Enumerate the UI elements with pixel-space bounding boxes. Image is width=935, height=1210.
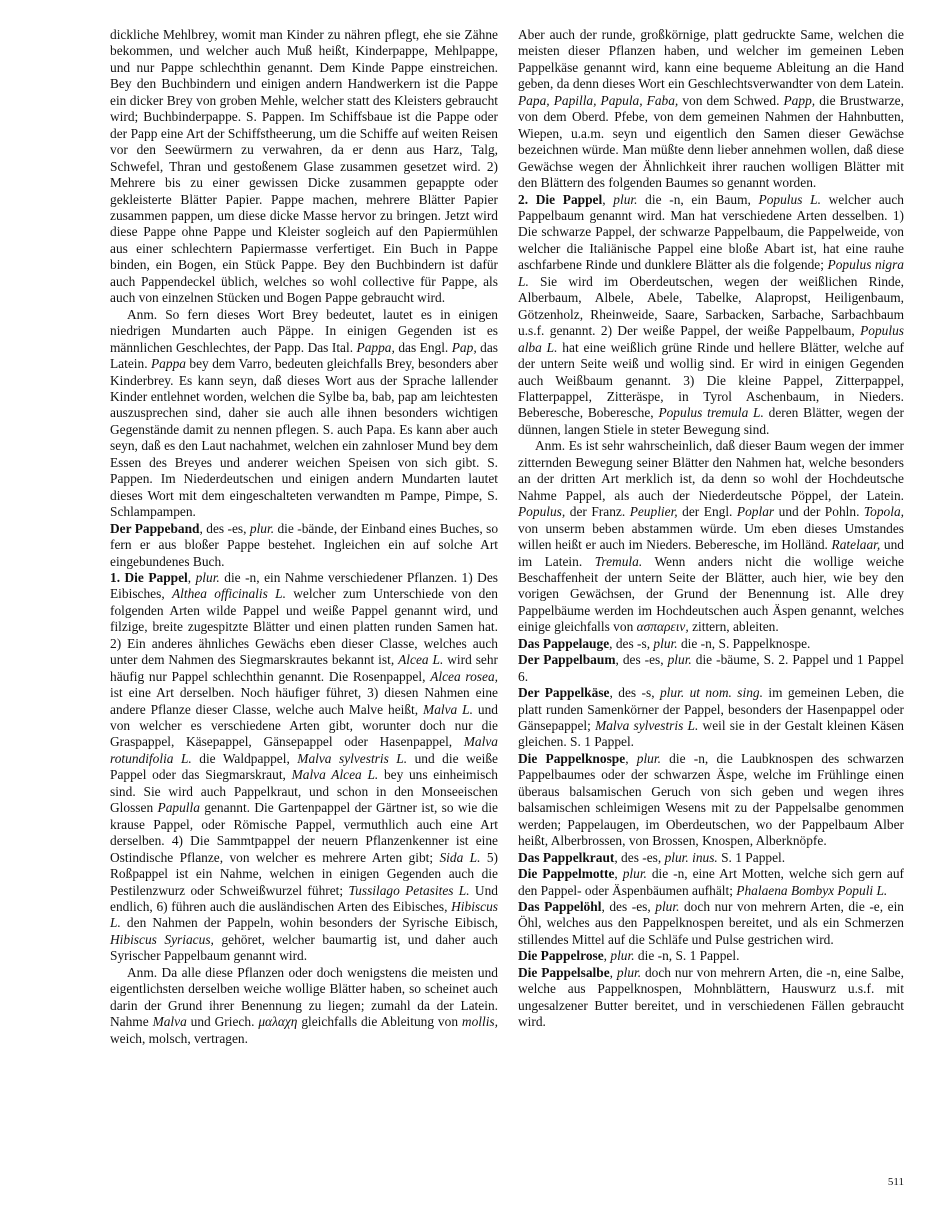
text-run: ,	[187, 569, 196, 585]
text-run: von dem Schwed.	[678, 92, 784, 108]
italic-term: Alcea rosea,	[430, 668, 499, 684]
headword: Der Pappelkäse	[518, 685, 610, 701]
text-run: die -n, S. Pappelknospe.	[677, 635, 811, 651]
italic-term: plur.	[667, 652, 692, 668]
entry-paragraph	[110, 965, 498, 1047]
text-run: die Waldpappel,	[191, 750, 298, 766]
text-run: Und endlich, 6) führen auch die ausländischen Arten des Eibisches,	[110, 882, 498, 915]
italic-term: mollis,	[461, 1014, 498, 1030]
text-run: , des -es,	[615, 652, 668, 668]
headword: Der Pappelbaum	[518, 652, 616, 668]
italic-term: plur. inus.	[664, 849, 718, 865]
text-run: ,	[609, 964, 617, 980]
entry-paragraph	[518, 438, 904, 635]
italic-term: plur.	[616, 964, 642, 980]
text-run: genannt. Die Gartenpappel der Gärtner ist, so wie die krause Pappel, oder Römische Pappel, vermuthlich auch eine Art derselben. 4) Die Sammtpappel der neuern Pflanzenkenner ist eine Ostindische Pflanze, von welcher es mehrere Arten gibt;	[110, 800, 498, 865]
italic-term: plur.	[636, 750, 661, 766]
italic-term: Peuplier,	[629, 504, 678, 520]
headword: Das Pappelöhl	[518, 899, 602, 915]
text-run: welcher zum Unterschiede von den folgenden Arten wilde Pappel und weiße Pappel genannt wird, und filzige, breite zugespitzte Blätter und einen platten runden Samen hat. 2) Ein anderes ähnliches Gewächs eben dieser Classe, welches auch unter dem Nahmen des Siegmarskrautes bekannt ist,	[110, 586, 499, 668]
text-run: ,	[625, 750, 637, 766]
text-run: die -n, S. 1 Pappel.	[634, 948, 740, 964]
text-run: , des -es,	[199, 520, 250, 536]
text-run: die -n, eine Art Motten, welche sich gern auf den Pappel- oder Äspenbäumen aufhält;	[518, 866, 905, 898]
italic-term: Malva	[152, 1014, 187, 1030]
italic-term: Populus,	[518, 504, 566, 520]
text-run: und im Latein.	[518, 537, 904, 569]
italic-term: Malva Alcea L.	[291, 767, 379, 783]
text-run: die Brustwarze, von dem Oberd. Pfebe, von dem gemeinen Nahmen der Hahnbutten, Wiepen, u.a.m. seyn und eigentlich den Samen dieser Gewächse bezeichnen würde. Man müßte denn lieber annehmen wollen, daß diese Gewächse wegen der Ähnlichkeit ihrer rauchen wolligen Blätter mit den Blättern des folgenden Baumes so genannt worden.	[518, 92, 904, 191]
entry-paragraph	[518, 751, 904, 850]
text-run: wird sehr häufig nur Pappel schlechthin genannt. Die Rosenpappel,	[110, 652, 499, 684]
italic-term: Hibiscus Syriacus,	[110, 931, 214, 947]
text-run: ,	[603, 948, 611, 964]
text-run: , des -s,	[609, 685, 660, 701]
text-run: doch nur von mehrern Arten, die -e, ein Öhl, welches aus den Pappelknospen bereitet, und als ein Schmerzen stillendes Mittel auf die Schläfe und Pulse gestrichen wird.	[518, 899, 904, 947]
text-run: den Nahmen der Pappeln, wohin besonders der Syrische Eibisch,	[120, 915, 498, 931]
italic-term: μαλαχη	[258, 1014, 298, 1030]
italic-term: plur.	[613, 191, 638, 207]
entry-paragraph	[110, 27, 498, 307]
italic-term: Alcea L.	[398, 652, 444, 668]
text-run: Sie wird im Oberdeutschen, wegen der weißlichen Rinde, Alberbaum, Albele, Abele, Tabelke, Alapropst, Heiligenbaum, Götzenholz, Rheinweide, Saare, Sarbacken, Sarbache, Sarbachbaum u.s.f. genannt. 2) Der weiße Pappel, der weiße Pappelbaum,	[518, 273, 904, 339]
entry-paragraph	[518, 965, 904, 1031]
text-run: zittern, ableiten.	[688, 619, 779, 635]
text-run: die -n, ein Baum,	[637, 191, 759, 207]
entry-paragraph	[518, 866, 904, 899]
left-column	[110, 27, 498, 1047]
text-run: deren Blätter, wegen der dünnen, langen Stiele in steter Bewegung sind.	[518, 405, 904, 437]
italic-term: plur.	[249, 520, 275, 536]
text-run: Wenn anders nicht die wollige weiche Beschaffenheit der untern Seite der Blätter, auch hier, wie bey den vorigen Gewächsen, der Grund der Benennung ist. Alle drey Pappelbäume werden im Hochdeutschen auch Äspen genannt, welches einige gleichfalls von	[518, 553, 904, 635]
text-run: im gemeinen Leben, die platt runden Samenkörner der Pappel, besonders der Hasenpappel oder Gänsepappel;	[518, 685, 904, 734]
text-run: und der Pohln.	[774, 504, 864, 520]
entry-paragraph	[518, 685, 904, 751]
text-run: gehöret, welcher baumartig ist, und daher auch Syrischer Pappelbaum genannt wird.	[110, 931, 498, 964]
text-run: Aber auch der runde, großkörnige, platt gedruckte Same, welchen die meisten dieser Pflanzen haben, und welcher im gemeinen Leben Pappelkäse genannt wird, kann eine bequeme Ableitung an die Hand geben, da denn dieses Wort ein Geschlechtsverwandter von dem Latein.	[518, 27, 904, 92]
text-run: der Franz.	[565, 504, 630, 520]
italic-term: Pappa,	[356, 339, 395, 355]
italic-term: Malva sylvestris L.	[595, 718, 699, 734]
entry-paragraph	[518, 636, 904, 652]
text-run: , des -s,	[609, 635, 654, 651]
italic-term: plur.	[195, 569, 220, 585]
italic-term: Papa, Papilla, Papula, Faba,	[518, 92, 679, 108]
italic-term: Populus tremula L.	[658, 405, 764, 421]
entry-paragraph	[110, 570, 498, 965]
text-run: doch nur von mehrern Arten, die -n, eine Salbe, welche aus Pappelknospen, Mohnblättern, Hauswurz u.s.f. mit ungesalzener Butter bereitet, und in verschiedenen Fällen gebraucht wird.	[518, 964, 904, 1030]
text-run: das Latein.	[110, 339, 498, 372]
italic-term: Populus alba L.	[518, 323, 904, 355]
entry-paragraph	[110, 307, 498, 521]
text-run: und Griech.	[186, 1014, 259, 1030]
entry-paragraph	[110, 521, 498, 570]
italic-term: Tussilago Petasites L.	[348, 882, 470, 898]
text-run: ,	[614, 866, 623, 882]
text-run: dickliche Mehlbrey, womit man Kinder zu nähren pflegt, ehe sie Zähne bekommen, und welcher auch Muß heißt, Kinderpappe, Mehlpappe, und nur Pappe schlechthin genannt. Dem Kinde Pappe einstreichen. Bey den Buchbindern und einigen andern Handwerkern ist die Pappe ein dicker Brey von groben Mehle, welcher statt des Kleisters gebraucht wird; Buchbinderpappe. S. Pappen. Im Schiffsbaue ist die Pappe oder der Papp eine Art der Schiffstheerung, um die Schiffe auf weiten Reisen vor den Seewürmern zu verwahren, da er denn aus Harz, Talg, Schwefel, Thran und gestoßenem Glase zusammen gesetzet wird. 2) Mehrere bis zu einer gewissen Dicke zusammen gepappte oder gekleisterte Blätter Papier. Pappe machen, mehrere Blätter Papier zusammen pappen, um diese dicke Masse hervor zu bringen. Jetzt wird diese Pappe ohne Pappe und Kleister sogleich auf den Papiermühlen aus einer schlechtern Papiermasse verfertiget. Ein Buch in Pappe binden, ein Bogen, ein Stück Pappe. Bey den Buchbindern ist dafür auch Pappendeckel üblich, welches so wohl collective für Pappe, als auch von einzelnen Stücken und Bogen Pappe gebraucht wird.	[110, 27, 498, 306]
italic-term: ασπαρειν,	[636, 619, 689, 635]
italic-term: Pap,	[451, 339, 477, 355]
text-run: ,	[602, 191, 614, 207]
text-run: bey dem Varro, bedeuten gleichfalls Brey, besonders aber Kinderbrey. Es kann seyn, daß dieses Wort aus der Sprache lallender Kinder entlehnet worden, welchen die Sylbe ba, bab, pap am leichtesten auszusprechen sind, daher sie auch alle ihnen besonders wichtigen Gegenstände damit zu nennen pflegen. S. auch Papa. Es kann aber auch seyn, daß es den Laut nachahmet, welchen ein zahnloser Mund bey dem Essen des Breyes und anderer weichen Speisen von sich gibt. S. Pappen. Im Niederdeutschen und einigen andern Mundarten lautet dieses Wort mit dem eingeschalteten verwandten m Pampe, Pimpe, S. Schlampampen.	[110, 356, 498, 520]
text-run: und von welcher es verschiedene Arten gibt, worunter doch nur die Graspappel, Käsepappel, Gänsepappel oder Hasenpappel,	[110, 701, 498, 750]
text-run: die -n, ein Nahme verschiedener Pflanzen. 1) Des Eibisches,	[110, 569, 498, 602]
text-run: 5) Roßpappel ist ein Nahme, welchen in einigen Gegenden auch die Pestilenzwurz oder Schweißwurzel führet;	[110, 849, 498, 898]
italic-term: plur.	[653, 635, 678, 651]
italic-term: Topola,	[863, 504, 904, 520]
text-run: von unserm beben abstammen würde. Um eben dieses Umstandes willen heißt er auch im Nieders. Beberesche, im Holländ.	[518, 520, 904, 553]
italic-term: Pappa	[151, 356, 186, 372]
text-run: gleichfalls die Ableitung von	[297, 1014, 462, 1030]
entry-paragraph	[518, 652, 904, 685]
text-run: Anm. Es ist sehr wahrscheinlich, daß dieser Baum wegen der immer zitternden Bewegung seiner Blätter den Nahmen hat, welche besonders an der dritten Art merklich ist, da denn so wohl der Hochdeutsche Nahme Pappel, als auch der Niederdeutsche Pöppel, der Latein.	[518, 438, 904, 503]
text-run: welcher auch Pappelbaum genannt wird. Man hat verschiedene Arten desselben. 1) Die schwarze Pappel, der schwarze Pappelbaum, die Pappelweide, von welcher die Italiänische Pappel eine bloße Abart ist, hat eine rauhe aschfarbene Rinde und dunklere Blätter als die folgende;	[518, 191, 904, 273]
text-run: und die weiße Pappel oder das Siegmarskraut,	[110, 750, 498, 783]
italic-term: Populus nigra L.	[518, 257, 904, 289]
page-number: 511	[887, 1176, 904, 1188]
text-run: bey uns einheimisch sind. Sie wird auch Pappelkraut, und schon in den Monseeischen Glossen	[110, 767, 498, 816]
text-run: der Engl.	[677, 504, 737, 520]
headword: Die Pappelrose	[518, 948, 604, 964]
headword: Das Pappelkraut	[518, 849, 615, 865]
headword: Die Pappelmotte	[518, 866, 615, 882]
italic-term: Malva sylvestris L.	[297, 750, 408, 766]
text-run: ist eine Art derselben. Noch häufiger führet, 3) diesen Nahmen eine andere Pflanze dieser Classe, welche auch Malve heißt,	[110, 685, 498, 717]
entry-paragraph	[518, 899, 904, 948]
italic-term: plur.	[655, 899, 680, 915]
italic-term: Malva rotundifolia L.	[110, 734, 498, 766]
italic-term: Papulla	[157, 800, 200, 816]
text-run: die -bände, der Einband eines Buches, so fern er aus bloßer Pappe bestehet. Ingleichen ein auf solche Art eingebundenes Buch.	[110, 520, 499, 569]
right-column	[518, 27, 904, 1031]
italic-term: plur.	[622, 866, 647, 882]
entry-paragraph	[518, 850, 904, 866]
text-run: weich, molsch, vertragen.	[110, 1030, 248, 1046]
text-run: Anm. So fern dieses Wort Brey bedeutet, lautet es in einigen niedrigen Mundarten auch Päppe. In einigen Gegenden ist es männlichen Geschlechtes, der Papp. Das Ital.	[110, 306, 498, 355]
text-run: das Engl.	[394, 339, 452, 355]
headword: Die Pappelknospe	[518, 750, 626, 766]
entry-paragraph	[518, 192, 904, 439]
italic-term: Sida L.	[439, 849, 481, 865]
text-run: S. 1 Pappel.	[717, 849, 786, 865]
headword: 2. Die Pappel	[518, 191, 603, 207]
headword: Der Pappeband	[110, 520, 200, 536]
italic-term: Hibiscus L.	[110, 899, 498, 931]
italic-term: Phalaena Bombyx Populi L.	[736, 882, 888, 898]
text-run: weil sie in der Gestalt kleinen Käsen gleichen. S. 1 Pappel.	[518, 718, 904, 750]
text-run: hat eine weißlich grüne Rinde und hellere Blätter, welche auf der untern Seite weiß und wollig sind. Er wird in einigen Gegenden auch Weißbaum genannt. 3) Die kleine Pappel, Zitterpappel, Flatterpappel, Zitteräspe, in Tyrol Aschenbaum, in Nieders. Beberesche, Boberesche,	[518, 339, 904, 421]
headword: Die Pappelsalbe	[518, 964, 610, 980]
italic-term: Ratelaar,	[831, 537, 881, 553]
text-run: , des -es,	[601, 899, 656, 915]
entry-paragraph	[518, 948, 904, 964]
italic-term: Althea officinalis L.	[171, 586, 286, 602]
headword: Das Pappelauge	[518, 635, 610, 651]
italic-term: Populus L.	[758, 191, 821, 207]
text-run: , des -es,	[614, 849, 665, 865]
entry-paragraph	[518, 27, 904, 192]
italic-term: Tremula.	[594, 553, 643, 569]
italic-term: Papp,	[783, 92, 816, 108]
italic-term: Malva L.	[423, 701, 473, 717]
italic-term: plur. ut nom. sing.	[659, 685, 763, 701]
italic-term: Poplar	[736, 504, 775, 520]
text-run: die -bäume, S. 2. Pappel und 1 Pappel 6.	[518, 652, 905, 684]
text-run: die -n, die Laubknospen des schwarzen Pappelbaumes oder der schwarzen Äspe, welche im Frühlinge einen überaus balsamischen Geruch von sich geben und wegen ihres balsamischen schleimigen Wesens mit zu der Pappelsalbe genommen werden; Pappelaugen, im Oberdeutschen, wo der Pappelbaum Alber heißt, Alberbrossen, von Brossen, Knospen, Alberknöpfe.	[518, 750, 904, 849]
italic-term: plur.	[610, 948, 635, 964]
text-run: Anm. Da alle diese Pflanzen oder doch wenigstens die meisten und eigentlichsten derselben weiche wollige Blätter haben, so scheinet auch darin der Grund ihrer Benennung zu liegen; zumahl da der Latein. Nahme	[110, 964, 498, 1030]
headword: 1. Die Pappel	[110, 569, 188, 585]
